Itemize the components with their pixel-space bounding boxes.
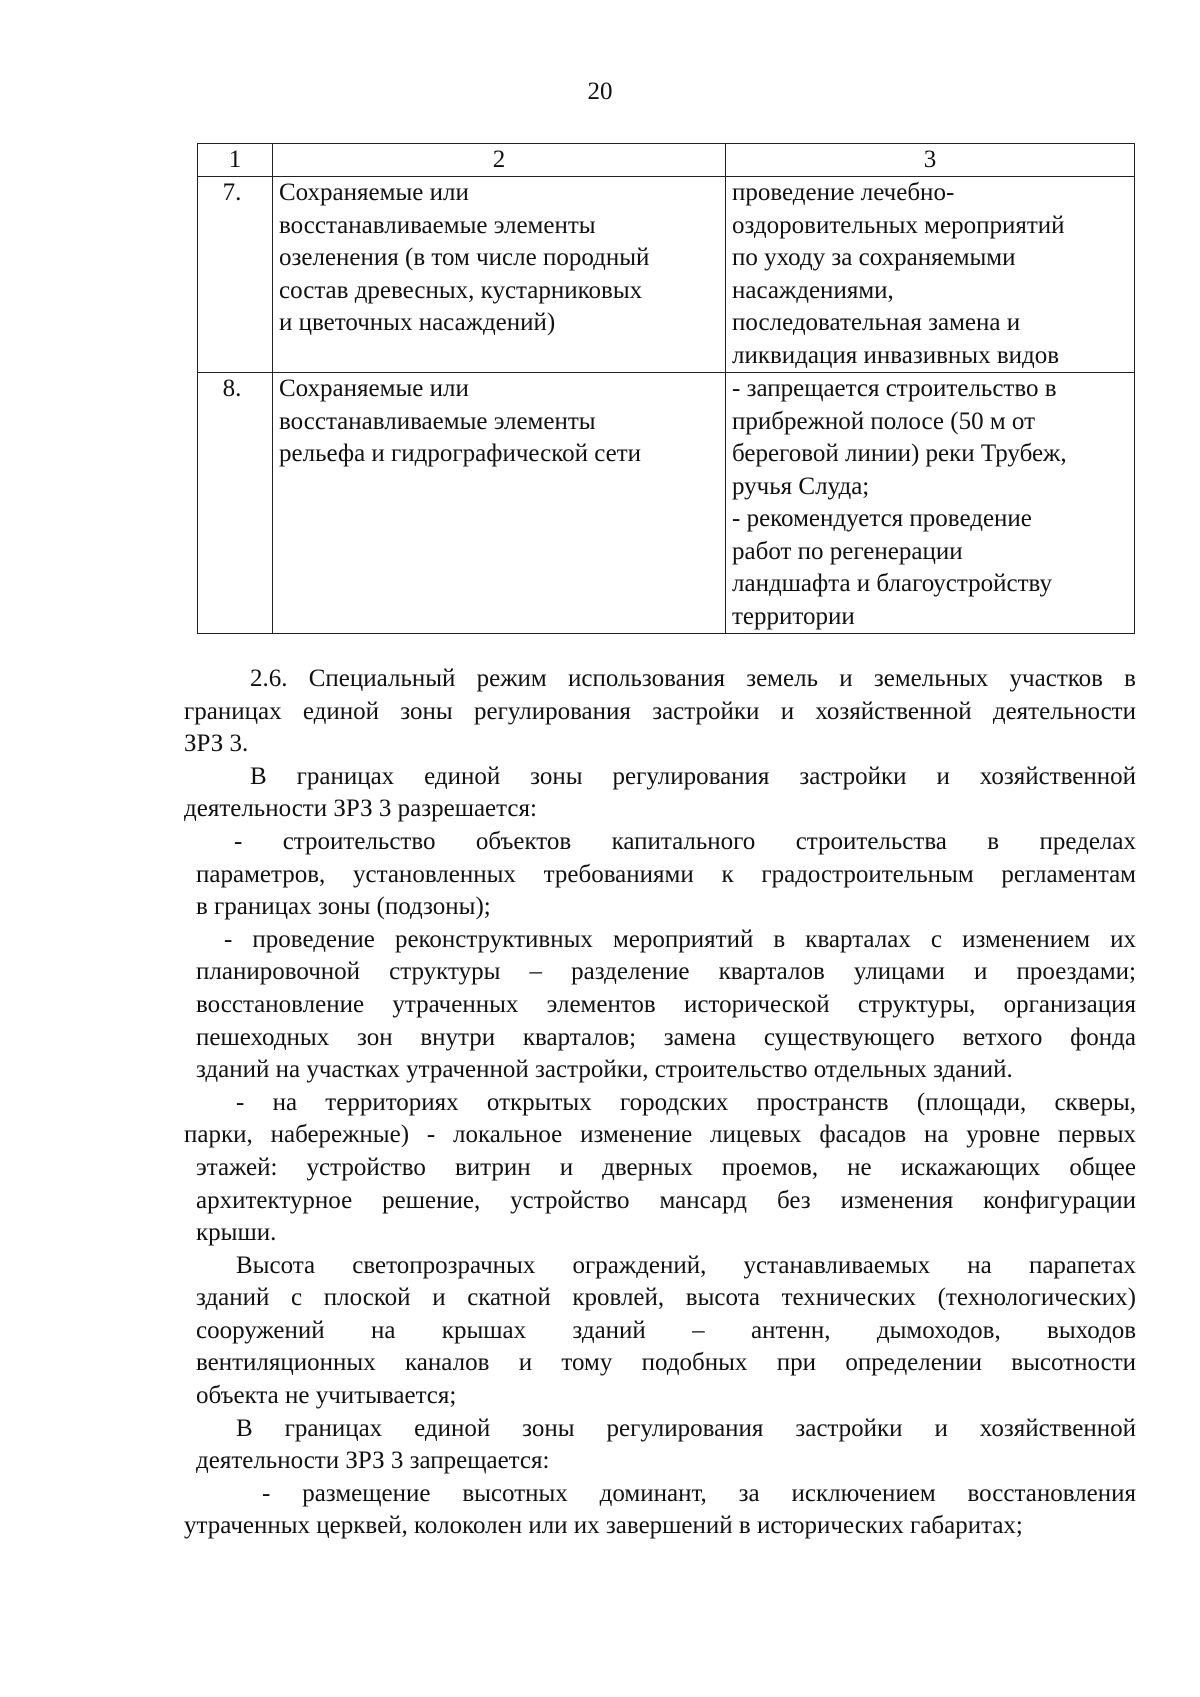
text-line: В границах единой зоны регулирования застройки и хозяйственной <box>250 762 1136 790</box>
text-line: ЗРЗ 3. <box>184 730 249 758</box>
text-line: В границах единой зоны регулирования застройки и хозяйственной <box>236 1414 1136 1442</box>
text-line: - размещение высотных доминант, за исключением восстановления <box>262 1479 1136 1507</box>
text-line: сооружений на крышах зданий – антенн, дымоходов, выходов <box>196 1316 1136 1344</box>
cell-line: территории <box>732 602 855 630</box>
prohibited-item-dominants <box>184 1478 1136 1543</box>
table-row <box>198 373 1135 634</box>
header-col-2: 2 <box>273 144 726 177</box>
cell-line: восстанавливаемые элементы <box>279 407 596 435</box>
cell-line: ручья Слуда; <box>732 472 870 500</box>
header-col-1: 1 <box>198 144 273 177</box>
cell-line: Сохраняемые или <box>279 375 469 402</box>
text-line: архитектурное решение, устройство мансард без изменения конфигурации <box>196 1186 1136 1214</box>
page-number: 20 <box>587 78 613 105</box>
cell-line: ликвидация инвазивных видов <box>732 341 1060 369</box>
prohibited-intro-paragraph <box>184 1413 1136 1478</box>
table-header-row <box>198 144 1135 177</box>
text-line: - строительство объектов капитального строительства в пределах <box>234 827 1136 855</box>
cell-line: прибрежной полосе (50 м от <box>732 407 1035 435</box>
text-line: границах единой зоны регулирования застройки и хозяйственной деятельности <box>184 697 1136 725</box>
table-row <box>198 177 1135 373</box>
permitted-item-reconstruction <box>184 924 1136 1087</box>
text-line: объекта не учитывается; <box>196 1382 457 1410</box>
cell-line: ландшафта и благоустройству <box>732 570 1052 597</box>
cell-line: Сохраняемые или <box>279 179 469 206</box>
requirement-cell <box>726 177 1135 373</box>
text-line: Высота светопрозрачных ограждений, устанавливаемых на парапетах <box>236 1251 1136 1279</box>
text-line: этажей: устройство витрин и дверных проемов, не искажающих общее <box>196 1153 1136 1181</box>
text-line: пешеходных зон внутри кварталов; замена существующего ветхого фонда <box>196 1023 1136 1051</box>
permitted-item-facades <box>184 1087 1136 1250</box>
text-line: парки, набережные) - локальное изменение лицевых фасадов на уровне первых <box>184 1121 1136 1149</box>
cell-line: восстанавливаемые элементы <box>279 211 596 239</box>
cell-line: состав древесных, кустарниковых <box>279 276 643 304</box>
element-cell <box>273 373 726 634</box>
height-note-paragraph <box>184 1250 1136 1413</box>
row-number: 7. <box>198 177 273 373</box>
text-line: вентиляционных каналов и тому подобных при определении высотности <box>196 1349 1136 1377</box>
cell-line: проведение лечебно- <box>732 179 955 206</box>
text-line: в границах зоны (подзоны); <box>196 893 491 921</box>
text-line: утраченных церквей, колоколен или их завершений в исторических габаритах; <box>184 1512 1023 1540</box>
element-cell <box>273 177 726 373</box>
cell-line: рельефа и гидрографической сети <box>279 440 642 467</box>
text-line: 2.6. Специальный режим использования земель и земельных участков в <box>250 665 1136 692</box>
text-line: зданий на участках утраченной застройки, строительство отдельных зданий. <box>196 1056 1013 1084</box>
cell-line: береговой линии) реки Трубеж, <box>732 440 1067 467</box>
section-heading-paragraph <box>184 663 1136 761</box>
text-line: крыши. <box>196 1219 277 1247</box>
regulation-table <box>197 143 1135 634</box>
text-line: деятельности ЗРЗ 3 разрешается: <box>184 795 537 823</box>
cell-line: по уходу за сохраняемыми <box>732 244 1016 271</box>
header-col-3: 3 <box>726 144 1135 177</box>
cell-line: - рекомендуется проведение <box>732 505 1032 532</box>
permitted-item-construction <box>184 826 1136 924</box>
row-number: 8. <box>198 373 273 634</box>
cell-line: оздоровительных мероприятий <box>732 211 1065 239</box>
requirement-cell <box>726 373 1135 634</box>
text-line: деятельности ЗРЗ 3 запрещается: <box>196 1447 550 1475</box>
text-line: параметров, установленных требованиями к градостроительным регламентам <box>196 860 1136 888</box>
cell-line: озеленения (в том числе породный <box>279 244 650 271</box>
text-line: планировочной структуры – разделение кварталов улицами и проездами; <box>196 958 1136 986</box>
body-text <box>184 663 1136 1543</box>
cell-line: насаждениями, <box>732 276 894 304</box>
text-line: - проведение реконструктивных мероприятий в кварталах с изменением их <box>224 925 1136 953</box>
cell-line: и цветочных насаждений) <box>279 309 556 336</box>
cell-line: работ по регенерации <box>732 537 963 565</box>
permitted-intro-paragraph <box>184 761 1136 826</box>
text-line: зданий с плоской и скатной кровлей, высота технических (технологических) <box>196 1284 1136 1312</box>
text-line: восстановление утраченных элементов исторической структуры, организация <box>196 990 1136 1018</box>
text-line: - на территориях открытых городских пространств (площади, скверы, <box>236 1088 1136 1116</box>
cell-line: - запрещается строительство в <box>732 375 1057 402</box>
cell-line: последовательная замена и <box>732 309 1021 336</box>
